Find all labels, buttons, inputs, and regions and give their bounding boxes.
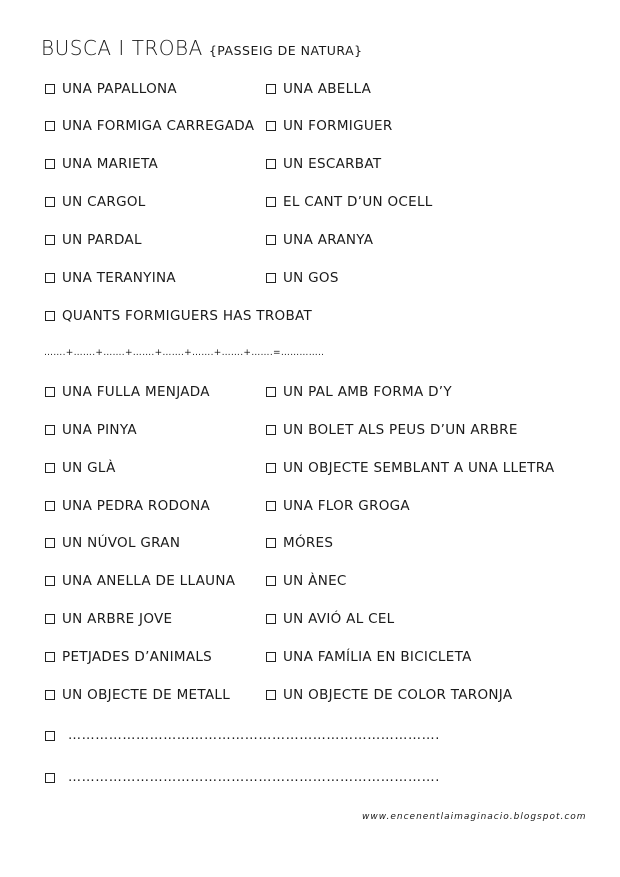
checklist-item[interactable] (45, 421, 137, 439)
item-label: MÓRES (283, 535, 334, 551)
checklist-item[interactable] (266, 117, 393, 135)
title-main: BUSCA I TROBA (41, 36, 203, 60)
checkbox[interactable] (45, 501, 55, 511)
blog-url: www.encenentlaimaginacio.blogspot.com (362, 812, 587, 822)
checklist-item[interactable] (45, 155, 158, 173)
checklist-item[interactable] (266, 648, 472, 666)
checkbox[interactable] (266, 501, 276, 511)
checkbox[interactable] (266, 387, 276, 397)
checkbox[interactable] (45, 84, 55, 94)
checkbox[interactable] (266, 84, 276, 94)
item-label: UNA ANELLA DE LLAUNA (62, 573, 236, 589)
checklist-item[interactable] (45, 686, 230, 704)
checkbox[interactable] (266, 273, 276, 283)
checkbox[interactable] (45, 197, 55, 207)
checklist-item[interactable] (266, 497, 410, 515)
item-label: UNA FLOR GROGA (283, 498, 410, 514)
anthill-question[interactable] (45, 307, 312, 325)
checkbox[interactable] (45, 652, 55, 662)
checklist-item[interactable] (266, 534, 333, 552)
blank-fill-line[interactable]: ………………………………………………………………………. (68, 728, 440, 743)
blank-fill-line[interactable]: ………………………………………………………………………. (68, 770, 440, 785)
item-label: QUANTS FORMIGUERS HAS TROBAT (62, 308, 313, 324)
title-subtitle: {PASSEIG DE NATURA} (208, 43, 363, 58)
checkbox[interactable] (45, 463, 55, 473)
item-label: UN ESCARBAT (283, 156, 382, 172)
blank-item[interactable] (45, 727, 440, 745)
checkbox[interactable] (266, 614, 276, 624)
checkbox[interactable] (45, 387, 55, 397)
item-label: PETJADES D’ANIMALS (62, 649, 213, 665)
checklist-item[interactable] (45, 231, 142, 249)
checkbox[interactable] (266, 197, 276, 207)
checkbox[interactable] (45, 425, 55, 435)
checklist-item[interactable] (45, 572, 235, 590)
checkbox[interactable] (266, 159, 276, 169)
checkbox[interactable] (45, 773, 55, 783)
checkbox[interactable] (45, 311, 55, 321)
checklist-item[interactable] (45, 383, 210, 401)
item-label: UNA ABELLA (283, 81, 372, 97)
checklist-item[interactable] (266, 193, 433, 211)
item-label: UN GLÀ (62, 460, 116, 476)
item-label: UN BOLET ALS PEUS D’UN ARBRE (283, 422, 518, 438)
checklist-item[interactable] (266, 610, 395, 628)
checklist-item[interactable] (266, 421, 518, 439)
item-label: UNA ARANYA (283, 232, 374, 248)
worksheet-title (41, 36, 363, 60)
item-label: UNA MARIETA (62, 156, 159, 172)
item-label: UN OBJECTE DE COLOR TARONJA (283, 687, 513, 703)
blank-item[interactable] (45, 769, 440, 787)
checklist-item[interactable] (266, 155, 381, 173)
checkbox[interactable] (266, 652, 276, 662)
checklist-item[interactable] (266, 80, 371, 98)
item-label: UNA PINYA (62, 422, 137, 438)
checkbox[interactable] (45, 731, 55, 741)
checklist-item[interactable] (266, 686, 512, 704)
item-label: UNA PAPALLONA (62, 81, 177, 97)
checkbox[interactable] (45, 538, 55, 548)
item-label: UN OBJECTE DE METALL (62, 687, 231, 703)
checklist-item[interactable] (45, 269, 176, 287)
checkbox[interactable] (45, 235, 55, 245)
item-label: UN NÚVOL GRAN (62, 535, 181, 551)
checklist-item[interactable] (266, 459, 554, 477)
item-label: UN FORMIGUER (283, 118, 393, 134)
item-label: UN OBJECTE SEMBLANT A UNA LLETRA (283, 460, 555, 476)
item-label: UNA PEDRA RODONA (62, 498, 211, 514)
checklist-item[interactable] (45, 534, 180, 552)
checkbox[interactable] (266, 538, 276, 548)
checklist-item[interactable] (45, 648, 212, 666)
item-label: UN ARBRE JOVE (62, 611, 173, 627)
checkbox[interactable] (45, 121, 55, 131)
checkbox[interactable] (45, 614, 55, 624)
checklist-item[interactable] (266, 383, 452, 401)
checklist-item[interactable] (45, 193, 146, 211)
checklist-item[interactable] (266, 269, 339, 287)
checkbox[interactable] (266, 576, 276, 586)
item-label: UNA FAMÍLIA EN BICICLETA (283, 649, 472, 665)
item-label: UN GOS (283, 270, 339, 286)
item-label: UN AVIÓ AL CEL (283, 611, 395, 627)
checkbox[interactable] (266, 235, 276, 245)
item-label: EL CANT D’UN OCELL (283, 194, 433, 210)
item-label: UNA FORMIGA CARREGADA (62, 118, 255, 134)
checklist-item[interactable] (45, 459, 116, 477)
checklist-item[interactable] (266, 572, 347, 590)
checklist-item[interactable] (266, 231, 373, 249)
checkbox[interactable] (45, 690, 55, 700)
checklist-item[interactable] (45, 80, 177, 98)
item-label: UNA TERANYINA (62, 270, 176, 286)
checklist-item[interactable] (45, 610, 172, 628)
checklist-item[interactable] (45, 497, 210, 515)
item-label: UNA FULLA MENJADA (62, 384, 210, 400)
item-label: UN PARDAL (62, 232, 142, 248)
checkbox[interactable] (45, 273, 55, 283)
checklist-item[interactable] (45, 117, 254, 135)
checkbox[interactable] (266, 121, 276, 131)
checkbox[interactable] (266, 690, 276, 700)
sum-fill-line[interactable]: …….+…….+…….+…….+…….+…….+…….+…….=………….. (44, 348, 325, 358)
item-label: UN PAL AMB FORMA D’Y (283, 384, 452, 400)
checkbox[interactable] (266, 463, 276, 473)
item-label: UN ÀNEC (283, 573, 347, 589)
checkbox[interactable] (45, 576, 55, 586)
checkbox[interactable] (45, 159, 55, 169)
checkbox[interactable] (266, 425, 276, 435)
item-label: UN CARGOL (62, 194, 146, 210)
